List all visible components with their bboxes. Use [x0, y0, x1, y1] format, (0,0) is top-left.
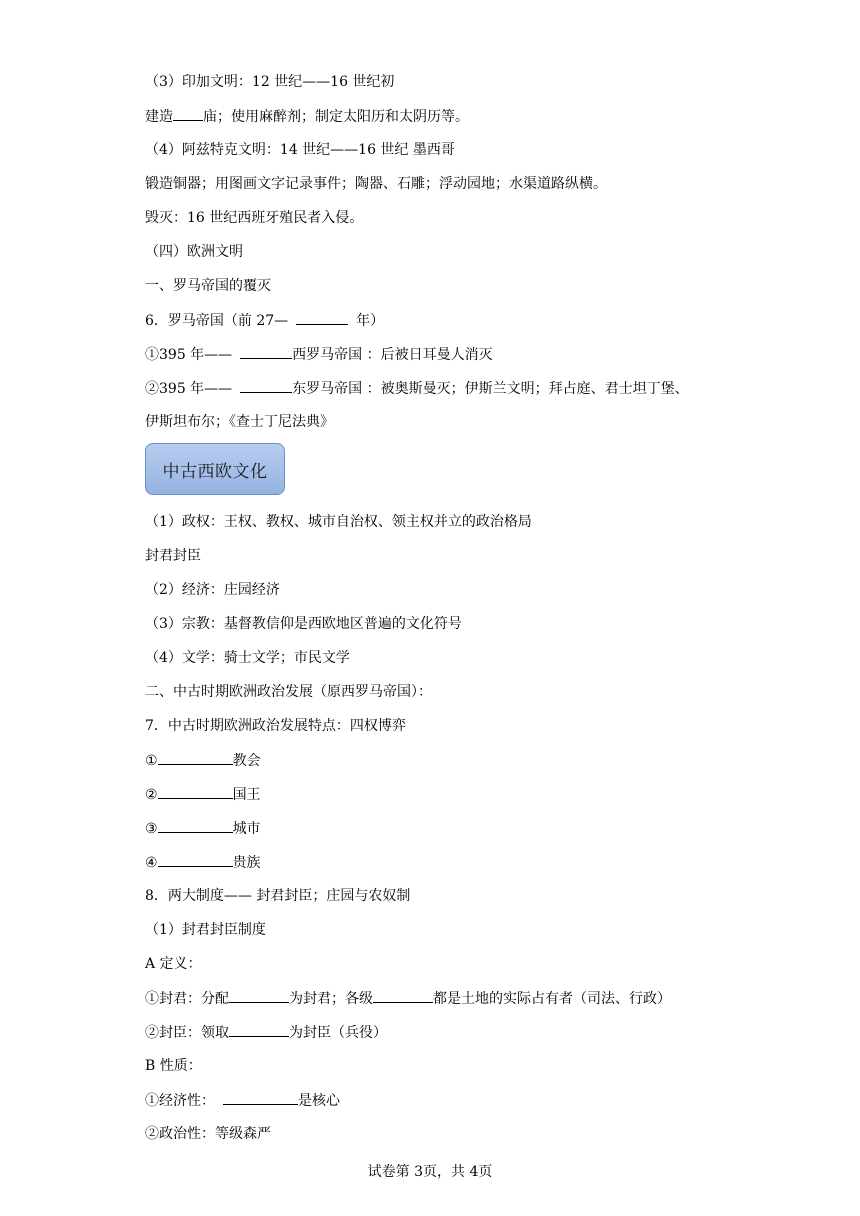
fill-blank[interactable]	[240, 378, 292, 393]
section-badge	[145, 443, 285, 495]
text-line: ④ 贵族	[145, 852, 261, 873]
text-line	[145, 276, 271, 296]
fill-blank[interactable]	[158, 818, 233, 833]
fill-blank[interactable]	[158, 784, 233, 799]
text-line: ①395 年—— 西罗马帝国 ：后被日耳曼人消灭	[145, 344, 493, 365]
page-footer: 试卷第 3页，共 4页	[367, 1164, 493, 1180]
section-heading: 二、中古时期欧洲政治发展（原西罗马帝国）：	[145, 684, 432, 700]
text-line: B 性质：	[145, 1058, 202, 1074]
text-line: （4）文学：骑士文学；市民文学	[145, 650, 350, 666]
section-heading: 一、罗马帝国的覆灭	[145, 278, 271, 294]
text-line: （1）封君封臣制度	[145, 922, 266, 938]
text-line: ② 国王	[145, 784, 261, 805]
text-line: （2）经济：庄园经济	[145, 582, 280, 598]
badge-label: 中古西欧文化	[162, 461, 268, 482]
question-6: 6．罗马帝国（前 27— 年）	[145, 310, 384, 331]
text-line	[145, 242, 243, 262]
text-line: 伊斯坦布尔；《查士丁尼法典》	[145, 414, 334, 430]
text-line: ① 教会	[145, 750, 261, 771]
text-line: A 定义：	[145, 956, 202, 972]
text-line: 锻造铜器；用图画文字记录事件；陶器、石雕；浮动园地；水渠道路纵横。	[145, 176, 607, 192]
section-heading: （四）欧洲文明	[145, 244, 243, 260]
text-line: ②395 年—— 东罗马帝国 ：被奥斯曼灭；伊斯兰文明；拜占庭、君士坦丁堡、	[145, 378, 689, 399]
text-line: （3）宗教：基督教信仰是西欧地区普遍的文化符号	[145, 616, 462, 632]
fill-blank[interactable]	[373, 988, 433, 1003]
text-line: （1）政权：王权、教权、城市自治权、领主权并立的政治格局	[145, 514, 532, 530]
text-line: 毁灭：16 世纪西班牙殖民者入侵。	[145, 210, 364, 226]
text-line: ①封君：分配 为封君；各级 都是土地的实际占有者（司法、行政）	[145, 988, 671, 1009]
aztec-heading: （4）阿兹特克文明：14 世纪——16 世纪 墨西哥	[145, 142, 455, 158]
fill-blank[interactable]	[240, 344, 292, 359]
fill-blank[interactable]	[229, 988, 289, 1003]
text-line: 建造 庙；使用麻醉剂；制定太阳历和太阴历等。	[145, 106, 469, 127]
question-7: 7．中古时期欧洲政治发展特点：四权博弈	[145, 718, 406, 734]
text-line: ③ 城市	[145, 818, 261, 839]
question-8: 8．两大制度—— 封君封臣；庄园与农奴制	[145, 888, 411, 904]
fill-blank[interactable]	[223, 1090, 298, 1105]
text-line	[145, 72, 394, 92]
fill-blank[interactable]	[296, 310, 348, 325]
text-line	[145, 682, 432, 702]
inca-heading: （3）印加文明：12 世纪——16 世纪初	[145, 74, 395, 90]
fill-blank[interactable]	[229, 1022, 289, 1037]
fill-blank[interactable]	[173, 106, 203, 121]
text-line: ①经济性： 是核心	[145, 1090, 340, 1111]
fill-blank[interactable]	[158, 852, 233, 867]
fill-blank[interactable]	[158, 750, 233, 765]
text-line: ②封臣：领取 为封臣（兵役）	[145, 1022, 387, 1043]
text-line	[145, 140, 455, 160]
text-line: ②政治性：等级森严	[145, 1126, 271, 1142]
text-line: 封君封臣	[145, 548, 201, 564]
